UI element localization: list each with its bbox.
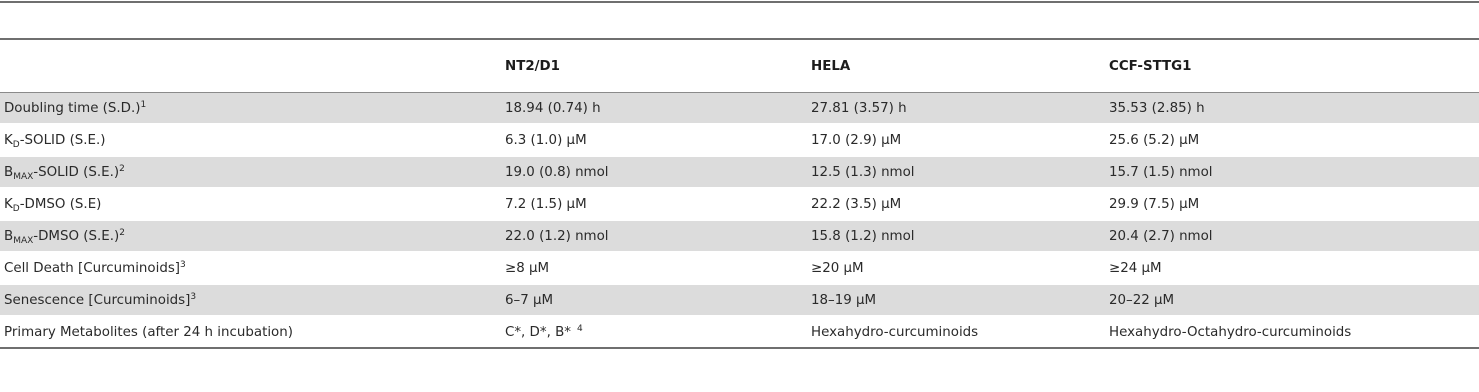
cell-hela: 18–19 μM (803, 284, 1101, 316)
cell-nt2d1: 6.3 (1.0) μM (497, 124, 803, 156)
table-row-primary-metabolites (0, 316, 1479, 348)
row-label: Cell Death [Curcuminoids]$^3$ (0, 252, 497, 284)
cell-ccf-sttg1: ≥24 μM (1101, 252, 1479, 284)
cell-nt2d1: 7.2 (1.5) μM (497, 188, 803, 220)
cell-hela: Hexahydro-curcuminoids (803, 316, 1101, 348)
table-row-bmax-solid (0, 156, 1479, 188)
cell-ccf-sttg1: 29.9 (7.5) μM (1101, 188, 1479, 220)
cell-hela: 12.5 (1.3) nmol (803, 156, 1101, 188)
row-label: $B_{MAX}$-DMSO $(S.E.)^2$ (0, 220, 497, 252)
cell-nt2d1: 19.0 (0.8) nmol (497, 156, 803, 188)
row-label: $B_{MAX}$-SOLID $(S.E.)^2$ (0, 156, 497, 188)
cell-ccf-sttg1: 15.7 (1.5) nmol (1101, 156, 1479, 188)
column-header-label (0, 40, 497, 93)
cell-ccf-sttg1: 20–22 μM (1101, 284, 1479, 316)
table-row-bmax-dmso (0, 220, 1479, 252)
cell-nt2d1: 18.94 (0.74) h (497, 93, 803, 125)
row-label: Primary Metabolites (after 24 h incubation) (0, 316, 497, 348)
column-header-nt2d1: NT2/D1 (505, 58, 560, 74)
row-label: Doubling time $(S.D.)^1$ (0, 93, 497, 125)
cell-nt2d1: 22.0 (1.2) nmol (497, 220, 803, 252)
cell-hela: 15.8 (1.2) nmol (803, 220, 1101, 252)
column-header-ccf-sttg1: CCF-STTG1 (1109, 58, 1192, 74)
row-label: Senescence [Curcuminoids]$^3$ (0, 284, 497, 316)
cell-hela: 17.0 (2.9) μM (803, 124, 1101, 156)
table-row-senescence (0, 284, 1479, 316)
cell-nt2d1: C*, D*, B* $^4$ (497, 316, 803, 348)
row-label: $K_D$-DMSO (S.E) (0, 188, 497, 220)
table-row-cell-death (0, 252, 1479, 284)
header-row (0, 40, 1479, 93)
cell-hela: 27.81 (3.57) h (803, 93, 1101, 125)
data-table (0, 40, 1479, 349)
row-label: $K_D$-SOLID (S.E.) (0, 124, 497, 156)
cell-hela: 22.2 (3.5) μM (803, 188, 1101, 220)
cell-ccf-sttg1: 25.6 (5.2) μM (1101, 124, 1479, 156)
cell-ccf-sttg1: Hexahydro-Octahydro-curcuminoids (1101, 316, 1479, 348)
table-row-doubling-time (0, 93, 1479, 125)
cell-hela: ≥20 μM (803, 252, 1101, 284)
cell-ccf-sttg1: 20.4 (2.7) nmol (1101, 220, 1479, 252)
cell-ccf-sttg1: 35.53 (2.85) h (1101, 93, 1479, 125)
top-rule (0, 1, 1479, 3)
table-row-kd-solid (0, 124, 1479, 156)
cell-nt2d1: ≥8 μM (497, 252, 803, 284)
table-row-kd-dmso (0, 188, 1479, 220)
column-header-hela: HELA (811, 58, 851, 74)
cell-nt2d1: 6–7 μM (497, 284, 803, 316)
